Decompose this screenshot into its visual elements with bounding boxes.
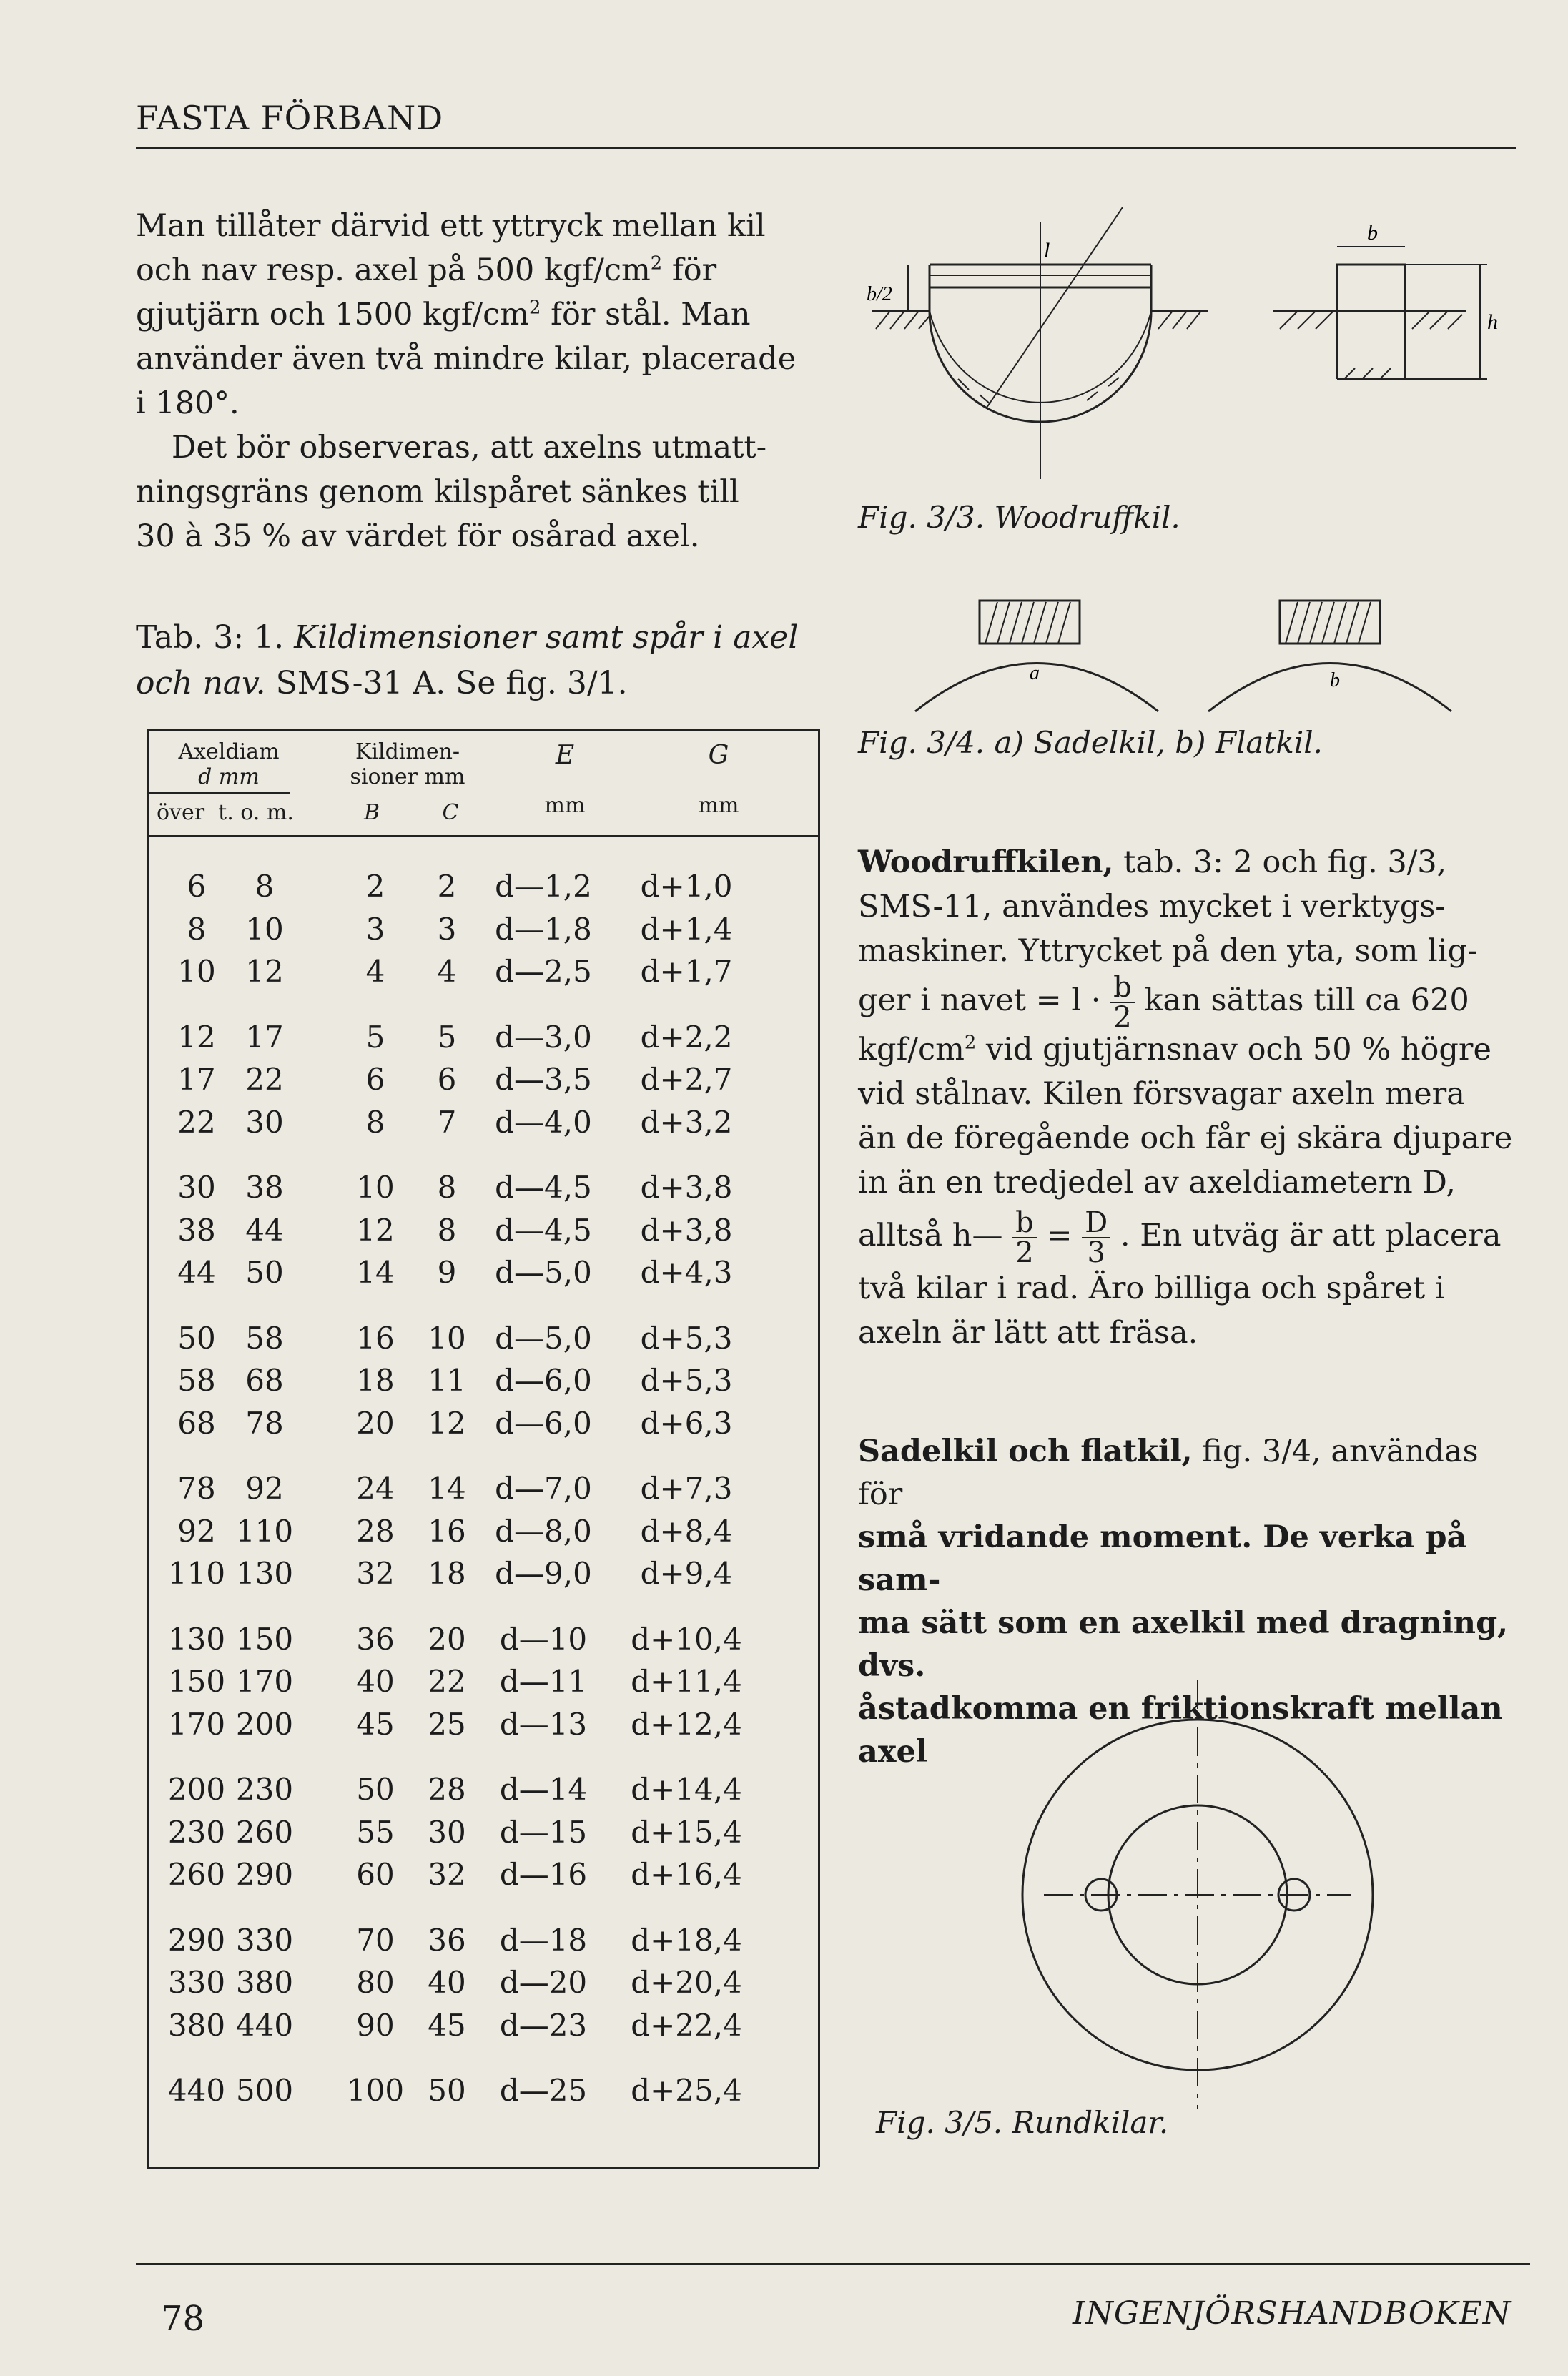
table-cell: 30 bbox=[428, 1814, 466, 1850]
header-g: G bbox=[708, 741, 729, 770]
header-over: över bbox=[156, 800, 205, 825]
table-cell: 12 bbox=[356, 1212, 395, 1248]
table-cell: 45 bbox=[356, 1706, 395, 1742]
table-top-rule bbox=[147, 729, 819, 731]
table-row bbox=[147, 1556, 819, 1597]
table-row bbox=[147, 954, 819, 995]
table-cell: d—20 bbox=[499, 1965, 588, 2000]
table-row bbox=[147, 1857, 819, 1898]
table-cell: 6 bbox=[437, 1062, 457, 1097]
table-cell: 28 bbox=[428, 1772, 466, 1807]
table-cell: 17 bbox=[177, 1062, 216, 1097]
table-cell: 38 bbox=[177, 1212, 216, 1248]
table-cell: d+1,0 bbox=[640, 869, 733, 904]
fraction-d-3: $\frac{D}{3}$ bbox=[1082, 1208, 1110, 1267]
table-cell: 8 bbox=[437, 1170, 457, 1205]
woodruff-label-l: l bbox=[1044, 239, 1050, 262]
table-row bbox=[147, 1255, 819, 1296]
table-cell: 10 bbox=[245, 911, 284, 947]
table-cell: 68 bbox=[245, 1363, 284, 1398]
table-cell: 230 bbox=[167, 1814, 226, 1850]
table-cell: d+10,4 bbox=[631, 1621, 742, 1657]
table-row bbox=[147, 1965, 819, 2006]
fraction-b-2: $\frac{b}{2}$ bbox=[1012, 1208, 1037, 1267]
table-cell: 290 bbox=[167, 1922, 226, 1958]
table-cell: 10 bbox=[356, 1170, 395, 1205]
table-cell: 16 bbox=[428, 1513, 466, 1549]
header-tom: t. o. m. bbox=[218, 800, 294, 825]
label-b: b bbox=[1330, 669, 1340, 691]
table-cell: d—1,2 bbox=[495, 869, 592, 904]
table-cell: d—8,0 bbox=[495, 1513, 592, 1549]
table-cell: 230 bbox=[235, 1772, 294, 1807]
header-axeldiam: Axeldiam bbox=[178, 739, 280, 764]
table-row bbox=[147, 1923, 819, 1964]
table-cell: 28 bbox=[356, 1513, 395, 1549]
table-cell: d+9,4 bbox=[640, 1556, 733, 1591]
intro-line: Det bör observeras, att axelns utmatt- bbox=[172, 430, 767, 465]
woodruff-label-b: b bbox=[1367, 221, 1378, 245]
intro-line: gjutjärn och 1500 kgf/$cm^2$ för stål. Man bbox=[136, 297, 751, 332]
table-cell: d—5,0 bbox=[495, 1320, 592, 1356]
fig35-caption: Fig. 3/5. Rundkilar. bbox=[876, 2105, 1169, 2140]
table-bottom-rule bbox=[147, 2167, 819, 2169]
table-cell: d+11,4 bbox=[631, 1664, 742, 1699]
table-cell: 500 bbox=[235, 2073, 294, 2108]
table-cell: d—2,5 bbox=[495, 954, 592, 989]
table-cell: 44 bbox=[245, 1212, 284, 1248]
table-cell: 2 bbox=[365, 869, 385, 904]
table-cell: 50 bbox=[245, 1255, 284, 1290]
table-row bbox=[147, 1105, 819, 1146]
table-cell: d+18,4 bbox=[631, 1922, 742, 1958]
table-cell: d+3,8 bbox=[640, 1212, 733, 1248]
table-row bbox=[147, 1772, 819, 1813]
table-cell: 380 bbox=[167, 2007, 226, 2043]
table-cell: d—9,0 bbox=[495, 1556, 592, 1591]
table-cell: 12 bbox=[245, 954, 284, 989]
fig34-caption: Fig. 3/4. a) Sadelkil, b) Flatkil. bbox=[858, 725, 1323, 760]
table-cell: 30 bbox=[177, 1170, 216, 1205]
table-row bbox=[147, 1406, 819, 1447]
intro-line: och nav resp. axel på 500 kgf/$cm^2$ för bbox=[136, 252, 717, 288]
table-cell: d+3,2 bbox=[640, 1104, 733, 1140]
table-cell: 8 bbox=[365, 1104, 385, 1140]
table-cell: 7 bbox=[437, 1104, 457, 1140]
header-c: C bbox=[442, 800, 459, 825]
table-cell: d—4,0 bbox=[495, 1104, 592, 1140]
table-row bbox=[147, 2073, 819, 2114]
footer-rule bbox=[136, 2263, 1530, 2265]
table-cell: d—15 bbox=[499, 1814, 588, 1850]
table-cell: 130 bbox=[235, 1556, 294, 1591]
table-cell: 6 bbox=[187, 869, 207, 904]
table-cell: 78 bbox=[245, 1405, 284, 1441]
table-cell: 200 bbox=[167, 1772, 226, 1807]
table-row bbox=[147, 1062, 819, 1103]
table-cell: d+15,4 bbox=[631, 1814, 742, 1850]
woodruff-label-b2: b/2 bbox=[867, 283, 892, 305]
table-row bbox=[147, 1321, 819, 1362]
page-number: 78 bbox=[161, 2299, 205, 2339]
table-cell: d—23 bbox=[499, 2007, 588, 2043]
table-cell: 22 bbox=[177, 1104, 216, 1140]
table-cell: 380 bbox=[235, 1965, 294, 2000]
table-row bbox=[147, 1363, 819, 1404]
round-key-figure bbox=[1015, 1680, 1387, 2109]
table-row bbox=[147, 1815, 819, 1856]
table-cell: d—16 bbox=[499, 1857, 588, 1892]
table-cell: d+1,7 bbox=[640, 954, 733, 989]
table-cell: 60 bbox=[356, 1857, 395, 1892]
table-cell: d—13 bbox=[499, 1706, 588, 1742]
table-cell: d+4,3 bbox=[640, 1255, 733, 1290]
table-cell: 10 bbox=[177, 954, 216, 989]
table-cell: 170 bbox=[235, 1664, 294, 1699]
table-cell: 32 bbox=[428, 1857, 466, 1892]
table-cell: d+5,3 bbox=[640, 1320, 733, 1356]
table-row bbox=[147, 1170, 819, 1211]
table-cell: 200 bbox=[235, 1706, 294, 1742]
table-cell: d+7,3 bbox=[640, 1471, 733, 1506]
table-row bbox=[147, 1020, 819, 1061]
table-row bbox=[147, 1514, 819, 1555]
table-cell: d+8,4 bbox=[640, 1513, 733, 1549]
table-cell: 4 bbox=[437, 954, 457, 989]
table-cell: 10 bbox=[428, 1320, 466, 1356]
table-cell: d+12,4 bbox=[631, 1706, 742, 1742]
table-cell: 8 bbox=[255, 869, 275, 904]
table-row bbox=[147, 869, 819, 910]
table-cell: 38 bbox=[245, 1170, 284, 1205]
table-cell: 30 bbox=[245, 1104, 284, 1140]
table-row bbox=[147, 912, 819, 953]
table-cell: d—14 bbox=[499, 1772, 588, 1807]
table-cell: 260 bbox=[167, 1857, 226, 1892]
table-cell: 92 bbox=[177, 1513, 216, 1549]
table-cell: 150 bbox=[167, 1664, 226, 1699]
table-cell: d—3,5 bbox=[495, 1062, 592, 1097]
table-cell: 3 bbox=[437, 911, 457, 947]
header-b: B bbox=[363, 800, 380, 825]
table-cell: 330 bbox=[167, 1965, 226, 2000]
table-cell: 11 bbox=[428, 1363, 466, 1398]
table-cell: d—4,5 bbox=[495, 1212, 592, 1248]
table-cell: 92 bbox=[245, 1471, 284, 1506]
table-cell: d—7,0 bbox=[495, 1471, 592, 1506]
table-cell: d—6,0 bbox=[495, 1405, 592, 1441]
table-cell: 36 bbox=[428, 1922, 466, 1958]
table-cell: 20 bbox=[428, 1621, 466, 1657]
table-cell: d—18 bbox=[499, 1922, 588, 1958]
table-cell: 36 bbox=[356, 1621, 395, 1657]
table-cell: d+1,4 bbox=[640, 911, 733, 947]
table-cell: 70 bbox=[356, 1922, 395, 1958]
intro-line: 30 à 35 % av värdet för osårad axel. bbox=[136, 518, 700, 554]
table-cell: d+16,4 bbox=[631, 1857, 742, 1892]
table-header-rule bbox=[147, 835, 819, 837]
table-cell: d—6,0 bbox=[495, 1363, 592, 1398]
header-rule bbox=[136, 147, 1516, 149]
table-cell: 50 bbox=[428, 2073, 466, 2108]
table-cell: d+14,4 bbox=[631, 1772, 742, 1807]
table-cell: d+6,3 bbox=[640, 1405, 733, 1441]
table-cell: 40 bbox=[428, 1965, 466, 2000]
table-cell: d+2,7 bbox=[640, 1062, 733, 1097]
woodruff-text: Woodruffkilen, tab. 3: 2 och fig. 3/3, SMS-11, användes mycket i verktygs- maskiner. Yttrycket på den yta, som lig- ger i navet = l · $\frac{b}{2}$ kan sättas till ca 620 kgf/$cm^2$ vid gjutjärnsnav och 50 % högre vid stålnav. Kilen försvagar axeln mera än de föregående och får ej skära djupare in än en tredjedel av axeldiametern D, alltså h— $\frac{b}{2}$ = $\frac{D}{3}$ . En utväg är att placera två kilar i rad. Äro billiga och spåret i axeln är lätt att fräsa. bbox=[858, 844, 1513, 1351]
table-row bbox=[147, 1471, 819, 1512]
table-cell: 5 bbox=[365, 1019, 385, 1055]
table-caption: Tab. 3: 1. Kildimensioner samt spår i axel och nav. SMS-31 A. Se fig. 3/1. bbox=[136, 619, 799, 701]
table-subheader-rule bbox=[147, 792, 290, 794]
table-cell: 4 bbox=[365, 954, 385, 989]
table-cell: d+5,3 bbox=[640, 1363, 733, 1398]
table-cell: 22 bbox=[245, 1062, 284, 1097]
table-row bbox=[147, 1664, 819, 1705]
table-cell: 150 bbox=[235, 1621, 294, 1657]
woodruff-label-h: h bbox=[1487, 310, 1498, 334]
table-cell: d+22,4 bbox=[631, 2007, 742, 2043]
table-cell: d—25 bbox=[499, 2073, 588, 2108]
table-cell: 440 bbox=[167, 2073, 226, 2108]
table-cell: d+20,4 bbox=[631, 1965, 742, 2000]
table-cell: 12 bbox=[177, 1019, 216, 1055]
table-cell: 55 bbox=[356, 1814, 395, 1850]
intro-line: använder även två mindre kilar, placerade bbox=[136, 341, 797, 377]
table-cell: 3 bbox=[365, 911, 385, 947]
table-cell: d—1,8 bbox=[495, 911, 592, 947]
intro-line: i 180°. bbox=[136, 385, 240, 421]
table-cell: d—10 bbox=[499, 1621, 588, 1657]
intro-text bbox=[136, 204, 815, 558]
intro-line: ningsgräns genom kilspåret sänkes till bbox=[136, 474, 739, 510]
table-cell: 44 bbox=[177, 1255, 216, 1290]
table-cell: 17 bbox=[245, 1019, 284, 1055]
table-cell: 25 bbox=[428, 1706, 466, 1742]
header-e-mm: mm bbox=[544, 793, 586, 818]
table-cell: 100 bbox=[346, 2073, 405, 2108]
table-cell: 50 bbox=[177, 1320, 216, 1356]
fraction-b-2: $\frac{b}{2}$ bbox=[1110, 973, 1135, 1032]
header-sioner-mm: sioner mm bbox=[350, 764, 465, 789]
table-row bbox=[147, 1707, 819, 1748]
table-cell: 14 bbox=[356, 1255, 395, 1290]
running-head: FASTA FÖRBAND bbox=[136, 99, 444, 137]
table-cell: d+2,2 bbox=[640, 1019, 733, 1055]
fig33-caption: Fig. 3/3. Woodruffkil. bbox=[858, 500, 1180, 535]
table-cell: 68 bbox=[177, 1405, 216, 1441]
header-g-mm: mm bbox=[698, 793, 739, 818]
table-cell: 78 bbox=[177, 1471, 216, 1506]
table-cell: d—3,0 bbox=[495, 1019, 592, 1055]
label-a: a bbox=[1030, 662, 1040, 684]
table-cell: 58 bbox=[177, 1363, 216, 1398]
table-cell: 290 bbox=[235, 1857, 294, 1892]
table-cell: d—4,5 bbox=[495, 1170, 592, 1205]
table-row bbox=[147, 1213, 819, 1254]
table-cell: 130 bbox=[167, 1621, 226, 1657]
table-cell: 22 bbox=[428, 1664, 466, 1699]
table-cell: 110 bbox=[235, 1513, 294, 1549]
table-cell: 40 bbox=[356, 1664, 395, 1699]
header-d-mm: d mm bbox=[198, 764, 260, 789]
table-cell: d—11 bbox=[499, 1664, 588, 1699]
table-cell: 90 bbox=[356, 2007, 395, 2043]
saddle-flat-key-figure bbox=[901, 586, 1473, 715]
table-cell: 5 bbox=[437, 1019, 457, 1055]
table-cell: 2 bbox=[437, 869, 457, 904]
table-cell: d—5,0 bbox=[495, 1255, 592, 1290]
table-row bbox=[147, 1622, 819, 1663]
saddle-text: Sadelkil och flatkil, fig. 3/4, användas för små vridande moment. De verka på sam- ma sätt som en axelkil med dragning, dvs. åstadkomma en friktionskraft mellan axel bbox=[858, 1434, 1509, 1770]
table-cell: 440 bbox=[235, 2007, 294, 2043]
table-cell: 330 bbox=[235, 1922, 294, 1958]
table-cell: 18 bbox=[356, 1363, 395, 1398]
table-cell: d+3,8 bbox=[640, 1170, 733, 1205]
table-cell: 170 bbox=[167, 1706, 226, 1742]
table-cell: 8 bbox=[187, 911, 207, 947]
table-cell: 8 bbox=[437, 1212, 457, 1248]
table-cell: 50 bbox=[356, 1772, 395, 1807]
table-cell: 9 bbox=[437, 1255, 457, 1290]
table-cell: 45 bbox=[428, 2007, 466, 2043]
table-cell: 6 bbox=[365, 1062, 385, 1097]
table-cell: 110 bbox=[167, 1556, 226, 1591]
table-cell: 24 bbox=[356, 1471, 395, 1506]
table-cell: 260 bbox=[235, 1814, 294, 1850]
header-e: E bbox=[555, 741, 575, 770]
table-cell: 32 bbox=[356, 1556, 395, 1591]
table-cell: d+25,4 bbox=[631, 2073, 742, 2108]
table-cell: 12 bbox=[428, 1405, 466, 1441]
table-cell: 58 bbox=[245, 1320, 284, 1356]
table-cell: 14 bbox=[428, 1471, 466, 1506]
table-cell: 20 bbox=[356, 1405, 395, 1441]
header-kildimensioner: Kildimen- bbox=[355, 739, 460, 764]
table-cell: 16 bbox=[356, 1320, 395, 1356]
woodruff-figure bbox=[851, 207, 1509, 479]
book-title: INGENJÖRSHANDBOKEN bbox=[1073, 2295, 1512, 2332]
table-cell: 80 bbox=[356, 1965, 395, 2000]
intro-line: Man tillåter därvid ett yttryck mellan kil bbox=[136, 208, 766, 244]
table-row bbox=[147, 2008, 819, 2049]
table-cell: 18 bbox=[428, 1556, 466, 1591]
